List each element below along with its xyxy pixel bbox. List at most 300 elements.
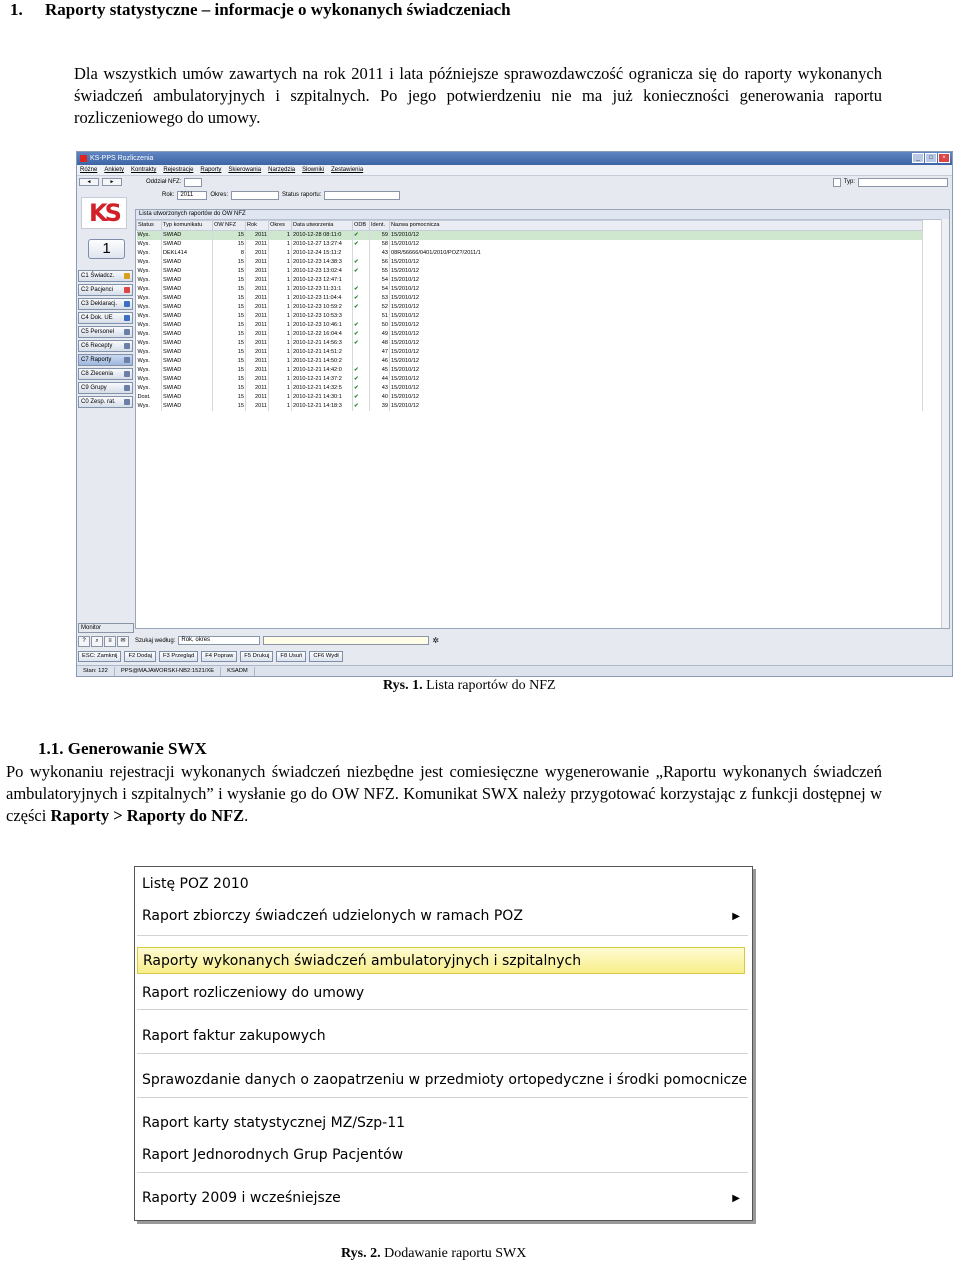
submenu-arrow-icon: ▶	[732, 911, 740, 922]
nav-button[interactable]	[78, 284, 133, 296]
table-row[interactable]	[137, 348, 923, 357]
function-key-button[interactable]: F2 Dodaj	[124, 651, 156, 662]
window-titlebar	[77, 152, 952, 165]
table-cell: 2010-12-21 14:30:1	[292, 393, 353, 402]
figure2-caption-label: Rys. 2.	[341, 1246, 381, 1261]
function-key-button[interactable]: CF6 Wydł	[309, 651, 342, 662]
table-cell: 15	[213, 240, 246, 249]
nav-button[interactable]	[78, 340, 133, 352]
menu-separator	[137, 1009, 748, 1010]
table-cell: 48	[370, 339, 390, 348]
maximize-icon[interactable]: □	[925, 153, 937, 163]
table-cell: 15/2010/12	[390, 357, 923, 366]
menu-item-label: Raport karty statystycznej MZ/Szp-11	[142, 1115, 406, 1131]
table-cell: 15	[213, 402, 246, 411]
table-cell: 15/2010/12	[390, 384, 923, 393]
table-cell: Wys.	[137, 240, 162, 249]
table-cell: 15/2010/12	[390, 393, 923, 402]
toolbar-year	[77, 189, 952, 201]
table-cell: Wys.	[137, 402, 162, 411]
filter-icon[interactable]: ≡	[104, 636, 116, 647]
window-title: KS-PPS Rozliczenia	[90, 155, 154, 162]
table-row[interactable]	[137, 312, 923, 321]
back-button[interactable]: ◄	[79, 178, 99, 186]
table-row[interactable]	[137, 294, 923, 303]
menu-item[interactable]: Rejestracje	[163, 167, 194, 173]
paragraph-swx	[6, 761, 882, 827]
table-row[interactable]	[137, 276, 923, 285]
status-item: PPS@MAJAWORSKI-NB2:1521/XE	[115, 667, 221, 676]
nav-button-label: C9 Grupy	[81, 385, 107, 391]
module-number-button[interactable]: 1	[88, 239, 125, 259]
menu-item-label: Raport zbiorczy świadczeń udzielonych w ramach POZ	[142, 908, 523, 924]
table-cell: ✔	[353, 240, 370, 249]
nav-icon	[124, 315, 130, 321]
close-icon[interactable]: ×	[938, 153, 950, 163]
table-cell: ✔	[353, 285, 370, 294]
table-cell: 58	[370, 240, 390, 249]
table-cell: ✔	[353, 303, 370, 312]
table-cell: 15	[213, 375, 246, 384]
table-cell: Wys.	[137, 312, 162, 321]
nav-button[interactable]	[78, 368, 133, 380]
table-cell: 59	[370, 231, 390, 241]
table-cell: Wys.	[137, 276, 162, 285]
ks-logo: KS	[81, 197, 127, 229]
table-cell: 44	[370, 375, 390, 384]
table-cell: 1	[269, 321, 292, 330]
nav-button-label: C7 Raporty	[81, 357, 112, 363]
table-cell: 2011	[246, 384, 269, 393]
status-item: Stan: 122	[77, 667, 115, 676]
table-cell: SWIAD	[162, 393, 213, 402]
function-key-button[interactable]: F3 Przegląd	[159, 651, 198, 662]
table-cell: 2010-12-23 10:53:3	[292, 312, 353, 321]
menu-item-label: Raport rozliczeniowy do umowy	[142, 985, 365, 1001]
raporty-dropdown-menu	[134, 866, 753, 1221]
reports-panel	[135, 209, 950, 629]
table-cell: 2010-12-21 14:56:3	[292, 339, 353, 348]
function-key-button[interactable]: F8 Usuń	[276, 651, 306, 662]
menu-item[interactable]: Narzędzia	[268, 167, 296, 173]
app-window-screenshot	[76, 151, 953, 677]
vertical-scrollbar[interactable]	[941, 219, 949, 628]
table-cell: 2011	[246, 294, 269, 303]
table-cell: 51	[370, 312, 390, 321]
table-cell: 2011	[246, 267, 269, 276]
column-header[interactable]: Ident.	[370, 221, 390, 231]
table-cell: 15	[213, 384, 246, 393]
table-cell: 54	[370, 276, 390, 285]
heading	[10, 0, 511, 20]
menu-separator	[137, 1053, 748, 1054]
table-cell: Wys.	[137, 384, 162, 393]
typ-label: Typ:	[843, 179, 855, 185]
oddzial-field[interactable]	[184, 178, 202, 187]
table-cell: 39	[370, 402, 390, 411]
table-cell: Wys.	[137, 366, 162, 375]
menu-item-label: Sprawozdanie danych o zaopatrzeniu w przedmioty ortopedyczne i środki pomocnicze	[142, 1072, 748, 1088]
table-row[interactable]	[137, 393, 923, 402]
menu-separator	[137, 1097, 748, 1098]
table-cell: 2010-12-21 14:50:2	[292, 357, 353, 366]
checkbox[interactable]	[833, 178, 841, 187]
table-cell: 15/2010/12	[390, 231, 923, 241]
typ-select[interactable]	[858, 178, 948, 187]
menu-item[interactable]	[142, 871, 249, 898]
table-cell: 1	[269, 366, 292, 375]
column-header[interactable]: OW NFZ	[213, 221, 246, 231]
table-cell: DEKL414	[162, 249, 213, 258]
menu-item[interactable]	[142, 1110, 405, 1137]
table-cell: ✔	[353, 321, 370, 330]
nav-button-label: C6 Recepty	[81, 343, 113, 349]
table-cell: 2010-12-23 14:38:3	[292, 258, 353, 267]
table-cell: 2011	[246, 321, 269, 330]
nav-button[interactable]	[78, 298, 133, 310]
table-cell: Wys.	[137, 249, 162, 258]
table-cell: SWIAD	[162, 321, 213, 330]
table-cell: 2011	[246, 276, 269, 285]
table-cell: 2011	[246, 366, 269, 375]
menu-item[interactable]	[142, 903, 523, 930]
table-cell: 2010-12-23 12:47:1	[292, 276, 353, 285]
nav-button[interactable]	[78, 396, 133, 408]
nav-icon	[124, 371, 130, 377]
nav-button-label: C3 Deklaracj.	[81, 301, 118, 307]
table-row[interactable]	[137, 249, 923, 258]
rok-label: Rok:	[162, 192, 175, 198]
table-cell: 45	[370, 366, 390, 375]
nav-list	[78, 270, 133, 410]
nav-button-label: C1 Świadcz.	[81, 273, 115, 279]
table-cell: 08R/56666/0401/2010/POZ?/2011/1	[390, 249, 923, 258]
table-cell: ✔	[353, 231, 370, 241]
table-cell: 40	[370, 393, 390, 402]
nav-button-label: C2 Pacjenci	[81, 287, 114, 293]
monitor-button[interactable]: Monitor	[78, 623, 134, 633]
menu-item[interactable]: Różne	[80, 167, 98, 173]
menu-path: Raporty > Raporty do NFZ	[50, 806, 245, 825]
column-header[interactable]: ODB	[353, 221, 370, 231]
table-cell: Wys.	[137, 339, 162, 348]
column-header[interactable]: Data utworzenia	[292, 221, 353, 231]
table-cell: SWIAD	[162, 285, 213, 294]
status-item: KSADM	[221, 667, 255, 676]
column-header[interactable]: Rok	[246, 221, 269, 231]
table-cell: 1	[269, 339, 292, 348]
app-icon	[80, 155, 87, 162]
table-cell: 2010-12-21 14:32:5	[292, 384, 353, 393]
menu-item-label: Listę POZ 2010	[142, 876, 249, 892]
menu-item[interactable]: Ankiety	[104, 167, 125, 173]
table-cell: 1	[269, 294, 292, 303]
function-keys	[78, 651, 343, 662]
table-cell: 1	[269, 276, 292, 285]
table-cell: 53	[370, 294, 390, 303]
column-header[interactable]: Typ komunikatu	[162, 221, 213, 231]
nav-icon	[124, 273, 130, 279]
paragraph-swx-end: .	[244, 806, 249, 825]
table-cell: ✔	[353, 375, 370, 384]
table-cell: SWIAD	[162, 276, 213, 285]
table-cell: 15	[213, 321, 246, 330]
bottom-area	[77, 623, 952, 677]
table-cell: Wys.	[137, 303, 162, 312]
table-cell: 15	[213, 366, 246, 375]
menu-item[interactable]	[142, 1023, 326, 1050]
table-cell: 15	[213, 330, 246, 339]
table-cell: 1	[269, 402, 292, 411]
paragraph-swx-text: Po wykonaniu rejestracji wykonanych świadczeń niezbędne jest comiesięczne wygenerowanie „Raportu wykonanych świadczeń ambulatoryjnych i szpitalnych” i wysłanie go do OW NFZ. Komunikat SWX należy przygotować korzystając z funkcji dostępnej w części	[6, 762, 882, 825]
table-cell: 15	[213, 267, 246, 276]
figure2-caption	[341, 1246, 526, 1262]
forward-button[interactable]: ►	[102, 178, 122, 186]
table-cell: Wys.	[137, 231, 162, 241]
table-cell: 15/2010/12	[390, 321, 923, 330]
table-row[interactable]	[137, 366, 923, 375]
table-cell: 15/2010/12	[390, 285, 923, 294]
table-row[interactable]	[137, 231, 923, 241]
table-cell: 2011	[246, 393, 269, 402]
table-cell: Wys.	[137, 285, 162, 294]
table-cell: SWIAD	[162, 330, 213, 339]
menu-item[interactable]	[142, 1067, 747, 1094]
table-cell: 15/2010/12	[390, 330, 923, 339]
menu-item[interactable]: Raporty	[200, 167, 222, 173]
oddzial-label: Oddział NFZ:	[146, 179, 182, 185]
menu-separator	[137, 1172, 748, 1173]
table-cell: 2011	[246, 258, 269, 267]
okres-select[interactable]	[231, 191, 279, 200]
table-cell: 2010-12-23 11:04:4	[292, 294, 353, 303]
table-cell: 15	[213, 393, 246, 402]
table-cell: 1	[269, 267, 292, 276]
table-cell: 2011	[246, 249, 269, 258]
heading-number: 1.	[10, 0, 23, 19]
search-input[interactable]	[263, 636, 429, 645]
table-cell: 49	[370, 330, 390, 339]
table-cell: 2010-12-21 14:18:3	[292, 402, 353, 411]
menu-item-label: Raport Jednorodnych Grup Pacjentów	[142, 1147, 404, 1163]
table-cell: Wys.	[137, 321, 162, 330]
table-cell: ✔	[353, 294, 370, 303]
table-cell: ✔	[353, 258, 370, 267]
table-cell: 2011	[246, 303, 269, 312]
table-cell: 1	[269, 357, 292, 366]
table-cell: 2010-12-27 13:27:4	[292, 240, 353, 249]
nav-button[interactable]	[78, 354, 133, 366]
function-key-button[interactable]: F4 Popraw	[201, 651, 237, 662]
table-cell: 2010-12-21 14:42:0	[292, 366, 353, 375]
table-cell: 1	[269, 240, 292, 249]
table-cell: ✔	[353, 384, 370, 393]
table-cell	[353, 348, 370, 357]
rok-field[interactable]: 2011	[177, 191, 207, 200]
table-cell: SWIAD	[162, 348, 213, 357]
table-cell: 1	[269, 348, 292, 357]
table-cell: 15	[213, 258, 246, 267]
table-row[interactable]	[137, 240, 923, 249]
menu-item[interactable]: Kontrakty	[131, 167, 157, 173]
table-cell: SWIAD	[162, 384, 213, 393]
nav-button[interactable]	[78, 382, 133, 394]
table-row[interactable]	[137, 321, 923, 330]
table-row[interactable]	[137, 357, 923, 366]
table-row[interactable]	[137, 330, 923, 339]
table-cell: 2010-12-22 16:04:4	[292, 330, 353, 339]
nav-icon	[124, 343, 130, 349]
table-cell: Wys.	[137, 258, 162, 267]
paragraph-intro: Dla wszystkich umów zawartych na rok 2011 i lata późniejsze sprawozdawczość ogranicza się do raporty wykonanych świadczeń ambulatoryjnych i szpitalnych. Po jego potwierdzeniu nie ma już konieczności generowania raportu rozliczeniowego do umowy.	[74, 64, 882, 127]
menu-item-label: Raporty 2009 i wcześniejsze	[142, 1190, 341, 1206]
table-cell: 46	[370, 357, 390, 366]
table-cell: 15/2010/12	[390, 258, 923, 267]
submenu-arrow-icon: ▶	[732, 1193, 740, 1204]
search-label: Szukaj według:	[135, 637, 176, 644]
table-cell: 15/2010/12	[390, 267, 923, 276]
table-cell: 15/2010/12	[390, 366, 923, 375]
table-cell: 15/2010/12	[390, 312, 923, 321]
menu-item-label: Raporty wykonanych świadczeń ambulatoryjnych i szpitalnych	[143, 953, 582, 969]
settings-icon[interactable]: ✲	[432, 636, 440, 645]
menu-item[interactable]	[142, 1185, 341, 1212]
table-cell: 15	[213, 276, 246, 285]
table-cell: 15/2010/12	[390, 303, 923, 312]
table-cell: 1	[269, 303, 292, 312]
status-select[interactable]	[324, 191, 400, 200]
table-cell: 15/2010/12	[390, 294, 923, 303]
table-cell: 50	[370, 321, 390, 330]
table-cell: SWIAD	[162, 357, 213, 366]
column-header[interactable]: Status	[137, 221, 162, 231]
menu-item[interactable]: Zestawienia	[331, 167, 364, 173]
nav-icon	[124, 301, 130, 307]
table-row[interactable]	[137, 339, 923, 348]
menu-item[interactable]: Słowniki	[302, 167, 325, 173]
table-cell: Wys.	[137, 294, 162, 303]
table-row[interactable]	[137, 258, 923, 267]
search-by-select[interactable]: Rok, okres	[178, 636, 260, 645]
table-cell: 2011	[246, 312, 269, 321]
table-cell: 2010-12-23 10:59:2	[292, 303, 353, 312]
menu-item[interactable]	[142, 1142, 403, 1169]
section-title: Generowanie SWX	[67, 739, 207, 758]
table-cell: Wys.	[137, 357, 162, 366]
table-cell: ✔	[353, 339, 370, 348]
table-cell: ✔	[353, 366, 370, 375]
column-header[interactable]: Okres	[269, 221, 292, 231]
table-cell: 15	[213, 312, 246, 321]
table-cell: SWIAD	[162, 294, 213, 303]
table-cell: SWIAD	[162, 240, 213, 249]
table-cell	[353, 276, 370, 285]
table-cell: Wys.	[137, 330, 162, 339]
table-cell: 2011	[246, 240, 269, 249]
table-cell: 43	[370, 384, 390, 393]
table-cell: ✔	[353, 330, 370, 339]
table-cell: ✔	[353, 393, 370, 402]
table-cell: SWIAD	[162, 339, 213, 348]
nav-button[interactable]	[78, 326, 133, 338]
panel-title: Lista utworzonych raportów do OW NFZ	[136, 210, 949, 220]
search-icon[interactable]: ⌕	[91, 636, 103, 647]
table-cell: 2011	[246, 357, 269, 366]
table-row[interactable]	[137, 375, 923, 384]
table-row[interactable]	[137, 402, 923, 411]
table-cell: 1	[269, 384, 292, 393]
table-row[interactable]	[137, 303, 923, 312]
help-icon[interactable]: ?	[78, 636, 90, 647]
table-cell: 43	[370, 249, 390, 258]
table-cell: SWIAD	[162, 402, 213, 411]
section-number: 1.1.	[38, 739, 64, 758]
table-cell: 54	[370, 285, 390, 294]
table-cell: 1	[269, 330, 292, 339]
table-row[interactable]	[137, 285, 923, 294]
table-cell: 2011	[246, 330, 269, 339]
nav-icon	[124, 357, 130, 363]
table-cell: ✔	[353, 402, 370, 411]
menu-item-label: Raport faktur zakupowych	[142, 1028, 326, 1044]
table-cell: 15	[213, 348, 246, 357]
email-icon[interactable]: ✉	[117, 636, 129, 647]
nav-icon	[124, 399, 130, 405]
function-key-button[interactable]: ESC: Zamknij	[78, 651, 121, 662]
nav-button[interactable]	[78, 270, 133, 282]
menu-item[interactable]	[142, 980, 364, 1007]
table-row[interactable]	[137, 267, 923, 276]
function-key-button[interactable]: F5 Drukuj	[240, 651, 273, 662]
sidebar	[77, 189, 135, 659]
table-cell: 2010-12-23 10:46:1	[292, 321, 353, 330]
menu-bar	[77, 165, 952, 176]
table-cell: 15	[213, 285, 246, 294]
table-cell: 2011	[246, 402, 269, 411]
table-cell: 2011	[246, 375, 269, 384]
table-cell: 2010-12-28 08:11:0	[292, 231, 353, 241]
table-cell: 1	[269, 258, 292, 267]
table-cell: 1	[269, 231, 292, 241]
table-cell: 15	[213, 303, 246, 312]
table-cell: 15/2010/12	[390, 375, 923, 384]
table-row[interactable]	[137, 384, 923, 393]
table-cell: 15/2010/12	[390, 240, 923, 249]
table-cell	[353, 312, 370, 321]
table-cell: 2011	[246, 339, 269, 348]
table-cell	[353, 357, 370, 366]
table-cell: 15	[213, 231, 246, 241]
table-cell: Dost.	[137, 393, 162, 402]
column-header[interactable]: Nazwa pomocnicza	[390, 221, 923, 231]
table-cell: SWIAD	[162, 267, 213, 276]
table-cell: 47	[370, 348, 390, 357]
table-cell: SWIAD	[162, 303, 213, 312]
table-cell: SWIAD	[162, 312, 213, 321]
menu-separator	[137, 935, 748, 936]
table-cell: 15/2010/12	[390, 348, 923, 357]
nav-button-label: C8 Zlecenia	[81, 371, 114, 377]
table-cell: SWIAD	[162, 258, 213, 267]
table-cell: SWIAD	[162, 366, 213, 375]
menu-item[interactable]: Skierowania	[228, 167, 262, 173]
menu-item[interactable]	[137, 947, 745, 974]
table-cell: 15	[213, 339, 246, 348]
nav-button[interactable]	[78, 312, 133, 324]
minimize-icon[interactable]: _	[912, 153, 924, 163]
reports-table	[136, 220, 923, 411]
table-cell: 55	[370, 267, 390, 276]
